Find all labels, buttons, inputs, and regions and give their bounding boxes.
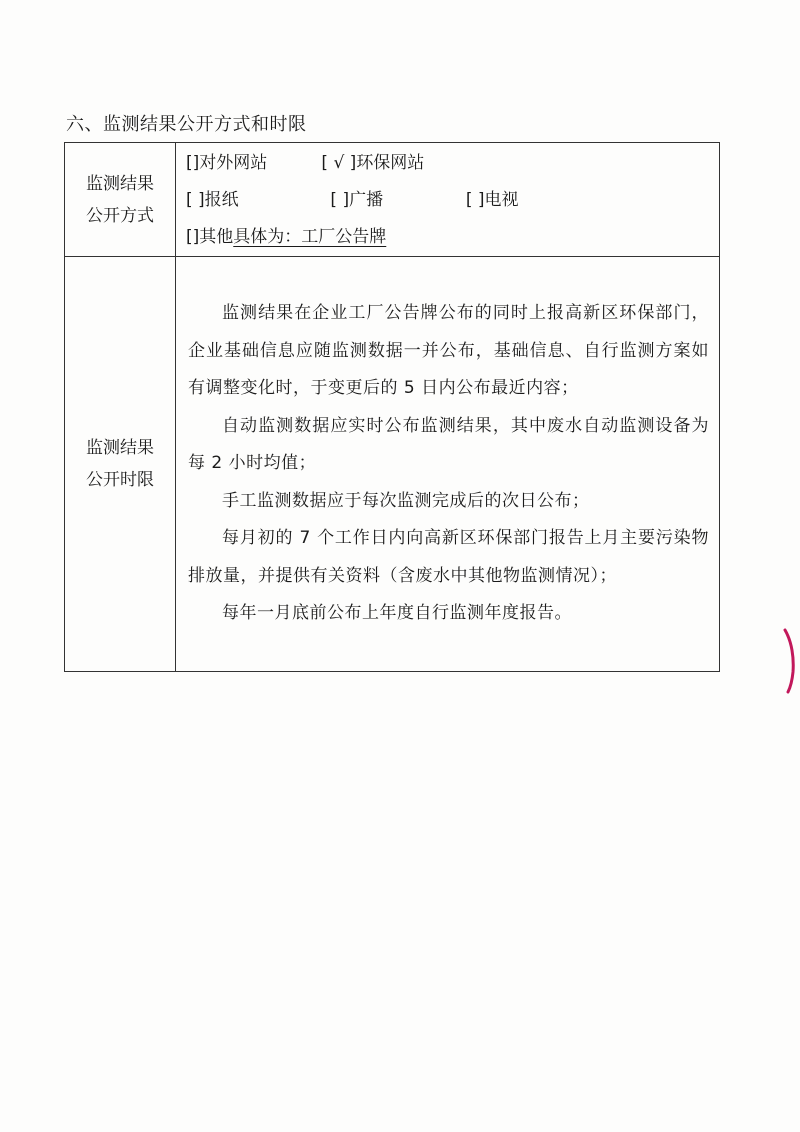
time-paragraph-3: 手工监测数据应于每次监测完成后的次日公布；: [222, 490, 590, 511]
checkbox-checked: [ √ ]: [321, 153, 357, 173]
option-label: 电视: [484, 190, 519, 210]
table-row: [65, 143, 720, 257]
margin-pen-mark: [782, 628, 796, 694]
table-row: [65, 257, 720, 672]
option-radio: [330, 182, 460, 219]
checkbox: []: [186, 227, 200, 247]
option-newspaper: [186, 182, 325, 219]
time-label-line2: 公开时限: [86, 470, 154, 490]
time-paragraph-2: 自动监测数据应实时公布监测结果，其中废水自动监测设备为每 2 小时均值；: [188, 415, 709, 474]
option-label: 环保网站: [356, 153, 425, 173]
time-label-line1: 监测结果: [86, 438, 154, 458]
time-content-cell: [176, 257, 720, 672]
time-label-cell: [65, 257, 176, 672]
time-paragraph-5: 每年一月底前公布上年度自行监测年度报告。: [222, 603, 572, 624]
option-external-website: [186, 145, 316, 182]
option-label: 报纸: [204, 190, 239, 210]
method-options-cell: [176, 143, 720, 257]
option-label: 广播: [349, 190, 384, 210]
section-title: 六、监测结果公开方式和时限: [66, 114, 307, 135]
time-paragraph-4: 每月初的 7 个工作日内向高新区环保部门报告上月主要污染物排放量，并提供有关资料（含废水中其他物监测情况）；: [188, 528, 709, 586]
option-label: 其他: [199, 227, 234, 247]
option-env-website: [321, 145, 424, 182]
checkbox: [ ]: [186, 190, 205, 210]
checkbox: []: [186, 153, 200, 173]
method-label-line1: 监测结果: [86, 173, 154, 194]
other-detail: 具体为：工厂公告牌: [233, 227, 387, 247]
method-label-line2: 公开方式: [86, 205, 154, 226]
options-line-2: [186, 182, 709, 219]
time-paragraph-1: 监测结果在企业工厂公告牌公布的同时上报高新区环保部门，企业基础信息应随监测数据一并公布，基础信息、自行监测方案如有调整变化时，于变更后的 5 日内公布最近内容；: [188, 303, 709, 399]
pen-stroke: [785, 630, 793, 692]
option-label: 对外网站: [199, 153, 268, 173]
checkbox: [ ]: [330, 190, 350, 210]
disclosure-table: [64, 142, 720, 672]
option-tv: [466, 182, 519, 219]
options-line-1: [186, 145, 709, 182]
options-line-3: [186, 219, 709, 256]
method-label-cell: [65, 143, 176, 257]
checkbox: [ ]: [465, 190, 485, 210]
